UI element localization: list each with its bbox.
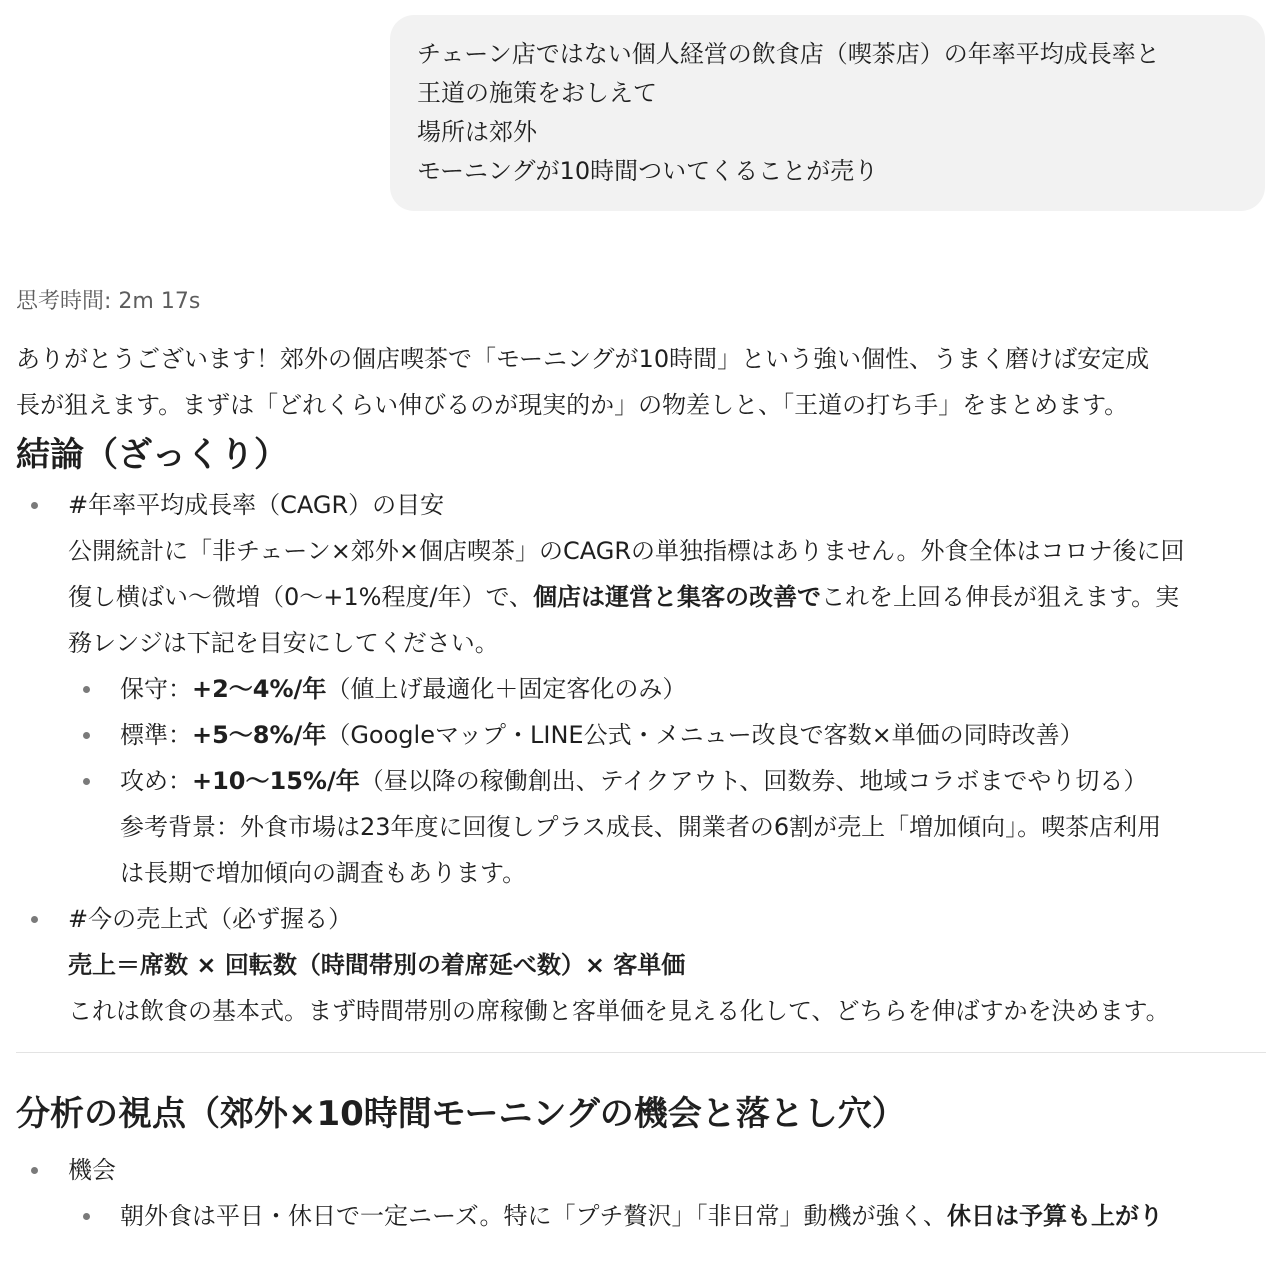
sales-formula-list-item: [16, 896, 1266, 1034]
background-note-line: は長期で増加傾向の調査もあります。: [120, 859, 527, 887]
section-divider: [16, 1052, 1266, 1053]
range-value: +10〜15%/年: [192, 767, 360, 795]
cagr-text-line: 公開統計に「非チェーン×郊外×個店喫茶」のCAGRの単独指標はありません。外食全体はコロナ後に回: [68, 537, 1185, 565]
opportunity-emphasis: 休日は予算も上がり: [947, 1202, 1164, 1230]
opportunity-item: [68, 1193, 1266, 1239]
cagr-text: 復し横ばい〜微増（0〜+1%程度/年）で、: [68, 583, 534, 611]
cagr-list-item: [16, 482, 1266, 896]
cagr-text: これを上回る伸長が狙えます。実: [821, 583, 1180, 611]
range-label: 攻め：: [120, 767, 192, 795]
range-value: +2〜4%/年: [192, 675, 327, 703]
cagr-range-list: [68, 666, 1266, 896]
range-note: （Googleマップ・LINE公式・メニュー改良で客数×単価の同時改善）: [326, 721, 1084, 749]
opportunity-title: 機会: [68, 1156, 116, 1184]
cagr-emphasis: 個店は運営と集客の改善で: [533, 583, 822, 611]
conclusion-list: [16, 482, 1266, 1034]
assistant-reply: [16, 336, 1266, 1239]
sales-title: #今の売上式（必ず握る）: [68, 905, 353, 933]
range-note: （昼以降の稼働創出、テイクアウト、回数券、地域コラボまでやり切る）: [359, 767, 1148, 795]
user-message-line: 場所は郊外: [417, 118, 537, 146]
range-label: 保守：: [120, 675, 192, 703]
user-message-line: 王道の施策をおしえて: [417, 79, 657, 107]
sales-note: これは飲食の基本式。まず時間帯別の席稼働と客単価を見える化して、どちらを伸ばすかを決めます。: [68, 997, 1170, 1025]
cagr-text-line: [68, 574, 1266, 620]
range-value: +5〜8%/年: [192, 721, 327, 749]
cagr-text-line: 務レンジは下記を目安にしてください。: [68, 629, 499, 657]
user-message-bubble: [390, 15, 1265, 211]
opportunity-list-item: [16, 1147, 1266, 1239]
user-message-line: チェーン店ではない個人経営の飲食店（喫茶店）の年率平均成長率と: [417, 40, 1160, 68]
range-item-conservative: [68, 666, 1266, 712]
opportunity-text: 朝外食は平日・休日で一定ニーズ。特に「プチ贅沢」「非日常」動機が強く、: [120, 1202, 948, 1230]
intro-line: 長が狙えます。まずは「どれくらい伸びるのが現実的か」の物差しと、「王道の打ち手」をまとめます。: [16, 391, 1129, 419]
analysis-heading: 分析の視点（郊外×10時間モーニングの機会と落とし穴）: [16, 1094, 906, 1134]
intro-paragraph: [16, 336, 1266, 428]
opportunity-sublist: [68, 1193, 1266, 1239]
cagr-title: #年率平均成長率（CAGR）の目安: [68, 491, 445, 519]
range-note: （値上げ最適化＋固定客化のみ）: [326, 675, 687, 703]
user-message-line: モーニングが10時間ついてくることが売り: [417, 157, 879, 185]
range-item-standard: [68, 712, 1266, 758]
conclusion-heading: 結論（ざっくり）: [16, 435, 288, 475]
analysis-list: [16, 1147, 1266, 1239]
range-item-aggressive: [68, 758, 1266, 896]
range-label: 標準：: [120, 721, 192, 749]
background-note-line: 参考背景：外食市場は23年度に回復しプラス成長、開業者の6割が売上「増加傾向」。喫茶店利用: [120, 813, 1162, 841]
intro-line: ありがとうございます！郊外の個店喫茶で「モーニングが10時間」という強い個性、うまく磨けば安定成: [16, 345, 1150, 373]
sales-formula: 売上＝席数 × 回転数（時間帯別の着席延べ数）× 客単価: [68, 951, 686, 979]
thinking-time-toggle[interactable]: 思考時間: 2m 17s: [16, 289, 201, 314]
